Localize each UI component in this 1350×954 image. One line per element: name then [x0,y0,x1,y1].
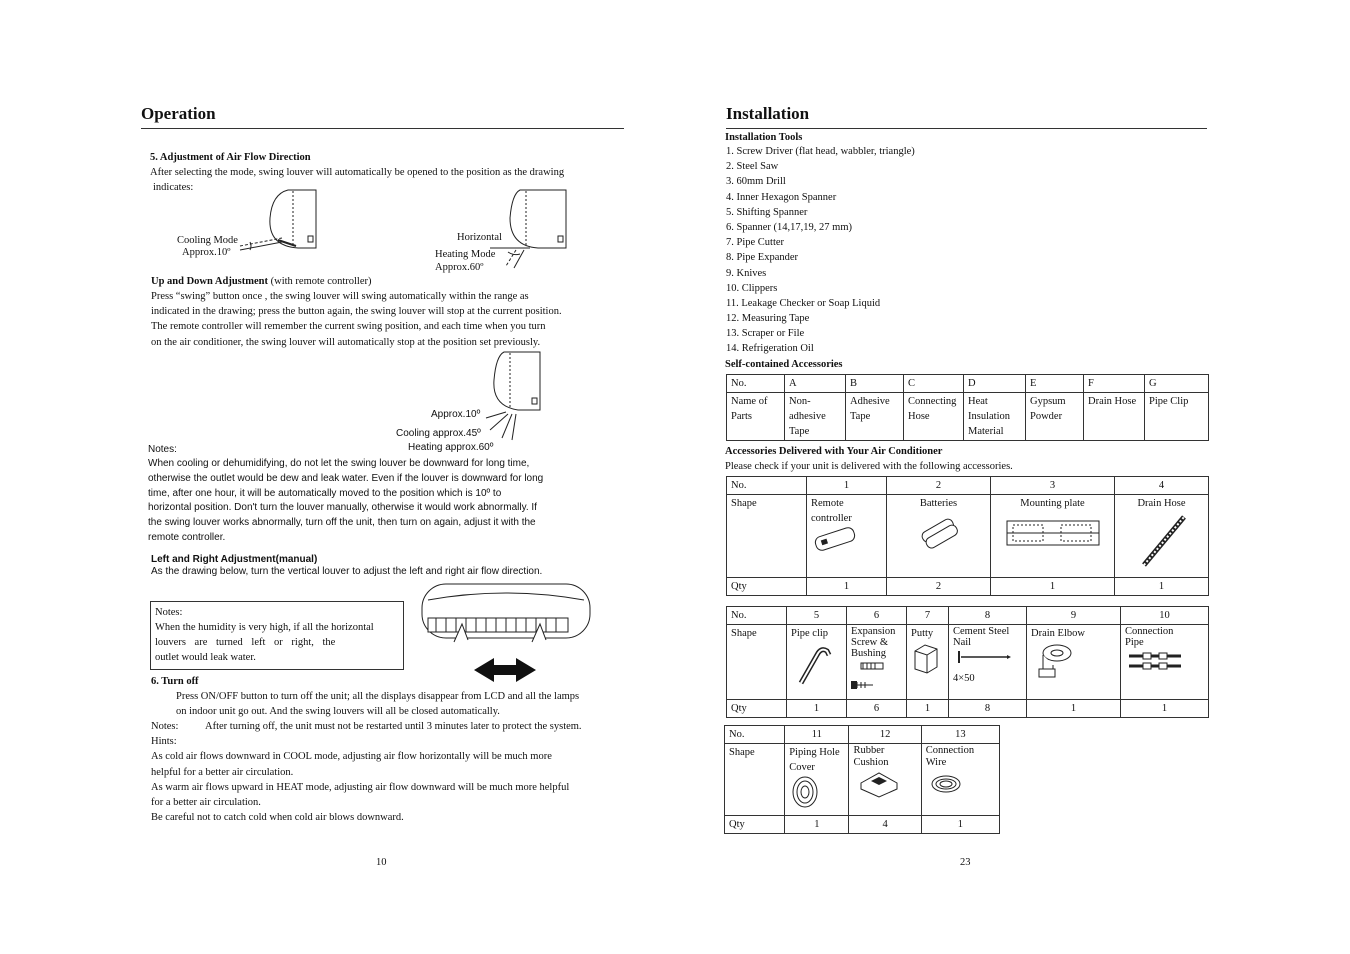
tool-item: 1. Screw Driver (flat head, wabbler, triangle) [726,146,915,157]
cell: 3 [991,477,1115,495]
self-contained-title: Self-contained Accessories [725,359,843,370]
table-row [727,625,1209,700]
cell: 1 [921,816,999,834]
notes-line-3: time, after one hour, it will be automatically moved to the position which is 10º to [148,488,502,499]
cell: Shape [727,495,807,578]
notes2-label: Notes: [151,721,179,732]
cell: 9 [1027,607,1121,625]
cell: Qty [727,578,807,596]
shape-name: Putty [911,628,934,639]
cell [964,393,1026,441]
swing-approx-label: Approx.10º [431,409,481,420]
cell [1027,625,1121,700]
cell: 1 [907,700,949,718]
cell: 13 [921,726,999,744]
tool-item: 3. 60mm Drill [726,176,786,187]
cell-line: Insulation [968,411,1010,422]
shape-name: Drain Elbow [1031,628,1085,639]
table-row [725,726,1000,744]
hints-line-4: for a better air circulation. [151,797,261,808]
section6-title: 6. Turn off [151,676,199,687]
tool-item: 2. Steel Saw [726,161,779,172]
page-number-right: 23 [960,857,971,868]
cell: 2 [887,578,991,596]
box-notes-label: Notes: [155,607,183,618]
cell: 1 [785,816,849,834]
connection-pipe-icon [1125,648,1185,676]
section5-text-2: indicates: [153,182,194,193]
page-title-operation: Operation [141,104,216,123]
cement-nail-icon [953,648,1013,666]
nail-size: 4×50 [953,673,975,684]
cell-line: Pipe Clip [1149,396,1189,407]
table-row [727,375,1209,393]
piping-hole-cover-icon [789,775,829,809]
updown-line-2: indicated in the drawing; press the button again, the swing louver will stop at the current position. [151,306,562,317]
table-row [727,393,1209,441]
cell: F [1084,375,1145,393]
shape-name: Batteries [919,498,958,509]
cell: A [785,375,846,393]
updown-title [151,274,372,289]
notes2-text: After turning off, the unit must not be restarted until 3 minutes later to protect the system. [205,721,582,732]
cell: 2 [887,477,991,495]
cell: 1 [1115,578,1209,596]
notes-label: Notes: [148,444,177,455]
cell: No. [727,477,807,495]
cell: No. [727,375,785,393]
updown-subtitle: (with remote controller) [268,276,372,287]
cell: 1 [1027,700,1121,718]
cell [849,744,921,816]
cell-line: Tape [850,411,871,422]
tool-item: 11. Leakage Checker or Soap Liquid [726,298,881,309]
heating-mode-label: Heating Mode [435,249,496,260]
cell [949,625,1027,700]
cell-line: Gypsum [1030,396,1066,407]
notes-line-6: remote controller. [148,532,226,543]
table-row [727,495,1209,578]
box-notes-line-3: outlet would leak water. [155,652,256,663]
cell [787,625,847,700]
updown-line-3: The remote controller will remember the current swing position, and each time when you turn [151,321,546,332]
table-row [725,816,1000,834]
table-row [725,744,1000,816]
cell-line: Material [968,426,1004,437]
cell-line: Tape [789,426,810,437]
cell: No. [727,607,787,625]
cell: G [1145,375,1209,393]
cell [1145,393,1209,441]
box-notes-line-1: When the humidity is very high, if all the horizontal [155,622,374,633]
hints-line-2: helpful for a better air circulation. [151,767,294,778]
cell [921,744,999,816]
tool-item: 5. Shifting Spanner [726,207,808,218]
cell: 8 [949,700,1027,718]
hints-line-5: Be careful not to catch cold when cold air blows downward. [151,812,404,823]
cell: 6 [847,700,907,718]
cell [991,495,1115,578]
cell: C [904,375,964,393]
cell [1121,625,1209,700]
horizontal-label: Horizontal [457,232,502,243]
cooling-mode-label: Cooling Mode [177,235,238,246]
cell [846,393,904,441]
lr-title: Left and Right Adjustment(manual) [151,554,318,565]
hints-label: Hints: [151,736,177,747]
box-notes-line-2: louvers are turned left or right, the [155,637,336,648]
notes-line-2: otherwise the outlet would be dew and leak water. Even if the louver is downward for long [148,473,544,484]
cell-line: Powder [1030,411,1063,422]
page-number-left: 10 [376,857,387,868]
notes-line-4: horizontal position. Don't turn the louver manually, otherwise it would work abnormally. If [148,502,537,513]
name-label: Name of [731,396,768,407]
cell: 1 [1121,700,1209,718]
cell: Shape [725,744,785,816]
cell [1026,393,1084,441]
batteries-icon [913,511,965,551]
table-row [727,607,1209,625]
accessories-table-1 [726,476,1209,596]
cell-line: Adhesive [850,396,890,407]
accessories-table-3 [724,725,1000,834]
accessories-table-2 [726,606,1209,718]
section6-line-2: on indoor unit go out. And the swing louvers will all be closed automatically. [176,706,500,717]
swing-range-illustration [482,350,546,442]
swing-heating-label: Heating approx.60º [408,442,494,453]
tool-item: 9. Knives [726,268,767,279]
table-row [727,477,1209,495]
page-title-installation: Installation [726,104,810,123]
title-rule-right [726,128,1207,129]
section5-title: 5. Adjustment of Air Flow Direction [150,152,311,163]
tool-item: 7. Pipe Cutter [726,237,785,248]
table-row [727,700,1209,718]
cell: Shape [727,625,787,700]
vertical-louver-illustration [418,580,596,684]
shape-name: Expansion Screw & Bushing [851,626,896,659]
updown-line-4: on the air conditioner, the swing louver will automatically stop at the position set previously. [151,337,541,348]
cell: 1 [991,578,1115,596]
tool-item: 13. Scraper or File [726,328,805,339]
title-rule [141,128,624,129]
cell [785,393,846,441]
cell: 4 [849,816,921,834]
shape-name: Connection Pipe [1125,626,1174,648]
cell [887,495,991,578]
hints-line-1: As cold air flows downward in COOL mode, adjusting air flow horizontally will be much more [151,751,552,762]
cell: Qty [727,700,787,718]
cell: 1 [807,578,887,596]
delivered-title: Accessories Delivered with Your Air Conditioner [725,446,943,457]
cooling-mode-illustration [238,188,322,254]
shape-name: Remote controller [811,498,852,524]
heating-mode-angle: Approx.60º [435,262,484,273]
cell: 4 [1115,477,1209,495]
updown-line-1: Press “swing” button once , the swing louver will swing automatically within the range as [151,291,529,302]
cell [904,393,964,441]
tool-item: 10. Clippers [726,283,778,294]
shape-name: Drain Hose [1137,498,1186,509]
table-row [727,578,1209,596]
cell-line: Heat [968,396,988,407]
cell: 11 [785,726,849,744]
cell [807,495,887,578]
cell [847,625,907,700]
shape-name: Cement Steel Nail [953,626,1010,648]
cell: 7 [907,607,949,625]
cell: 1 [807,477,887,495]
cell-line: Non- [789,396,811,407]
tool-item: 6. Spanner (14,17,19, 27 mm) [726,222,852,233]
notes-line-5: the swing louver works abnormally, turn off the unit, then turn on again, adjust it with the [148,517,536,528]
cell: 12 [849,726,921,744]
shape-name: Mounting plate [1020,498,1085,509]
cell: 8 [949,607,1027,625]
heating-mode-illustration [490,188,574,270]
section6-line-1: Press ON/OFF button to turn off the unit; all the displays disappear from LCD and all the lamps [176,691,580,702]
name-label: Parts [731,411,752,422]
cell [785,744,849,816]
lr-text: As the drawing below, turn the vertical louver to adjust the left and right air flow direction. [151,566,543,577]
mounting-plate-icon [1003,511,1103,551]
cell: 5 [787,607,847,625]
shape-name: Piping Hole Cover [789,747,840,773]
shape-name: Connection Wire [925,745,975,768]
cell: E [1026,375,1084,393]
cell-line: Hose [908,411,930,422]
cell-line: adhesive [789,411,826,422]
cell: B [846,375,904,393]
cell-line: Drain Hose [1088,396,1137,407]
cell: 6 [847,607,907,625]
cooling-mode-angle: Approx.10º [182,247,231,258]
tool-item: 14. Refrigeration Oil [726,343,814,354]
cell: No. [725,726,785,744]
tool-item: 4. Inner Hexagon Spanner [726,192,837,203]
putty-icon [911,641,941,675]
humidity-notes-box [150,601,404,670]
hints-line-3: As warm air flows upward in HEAT mode, adjusting air flow downward will be much more helpful [151,782,570,793]
cell [1115,495,1209,578]
remote-controller-icon [811,526,859,552]
tools-title: Installation Tools [725,132,803,143]
notes-line-1: When cooling or dehumidifying, do not let the swing louver be downward for long time, [148,458,530,469]
cell-line: Connecting [908,396,957,407]
section5-text: After selecting the mode, swing louver will automatically be opened to the position as the drawing [150,167,565,178]
drain-hose-icon [1132,511,1192,571]
expansion-screw-icon [851,659,895,695]
swing-cooling-label: Cooling approx.45º [396,428,481,439]
cell: 10 [1121,607,1209,625]
pipe-clip-icon [791,641,835,687]
self-contained-table [726,374,1209,441]
drain-elbow-icon [1031,641,1075,681]
cell: D [964,375,1026,393]
cell [1084,393,1145,441]
connection-wire-icon [926,769,966,799]
cell [727,393,785,441]
tool-item: 8. Pipe Expander [726,252,799,263]
cell [907,625,949,700]
delivered-text: Please check if your unit is delivered with the following accessories. [725,461,1013,472]
shape-name: Rubber Cushion [853,745,889,768]
tool-item: 12. Measuring Tape [726,313,810,324]
cell: Qty [725,816,785,834]
updown-title-bold: Up and Down Adjustment [151,276,268,287]
cell: 1 [787,700,847,718]
shape-name: Pipe clip [791,628,829,639]
rubber-cushion-icon [853,769,903,799]
